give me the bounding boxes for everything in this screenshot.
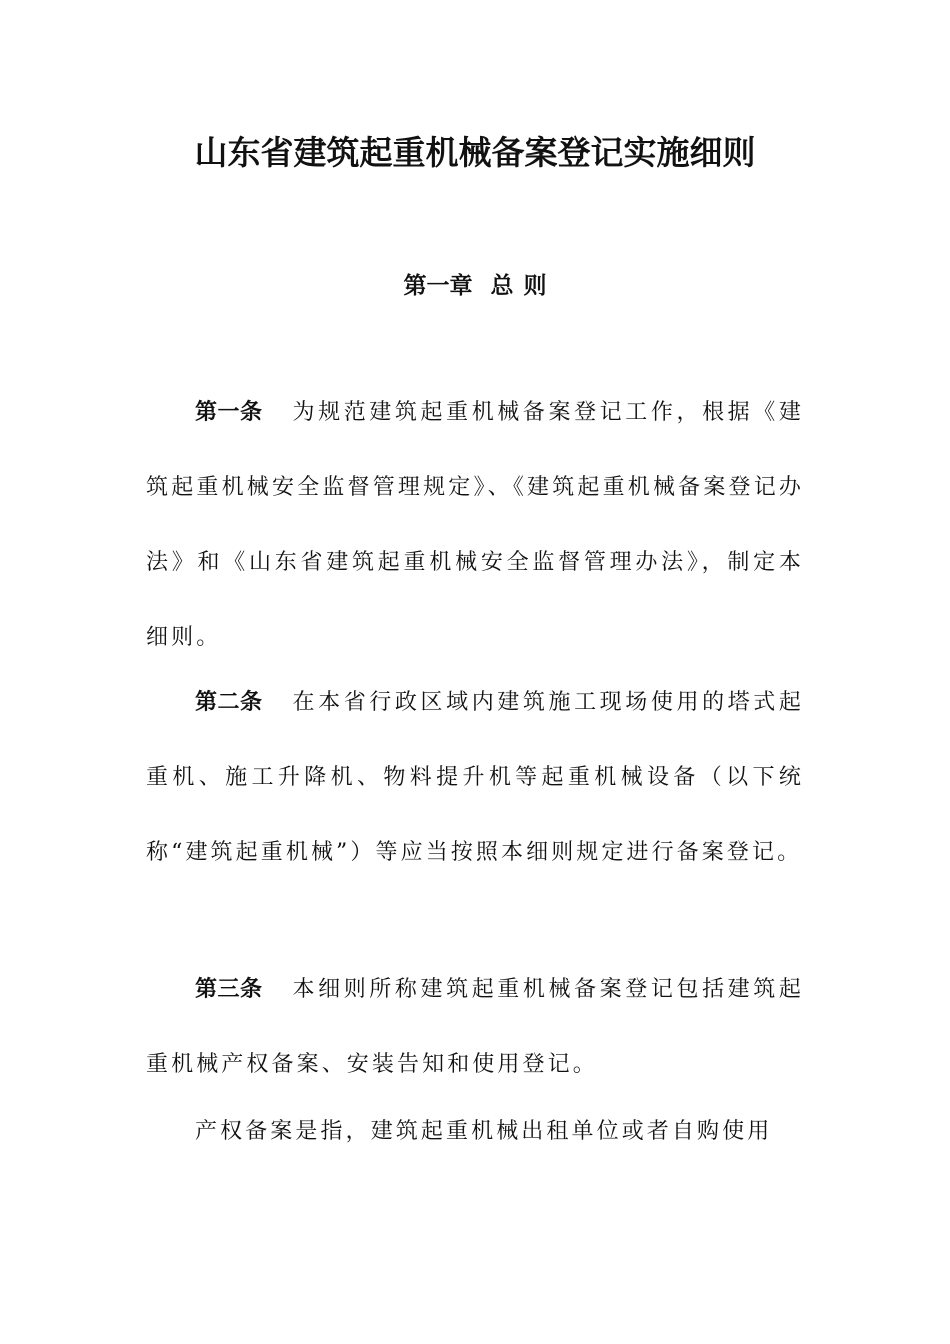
article-text: 为规范建筑起重机械备案登记工作，根据《建筑起重机械安全监督管理规定》、《建筑起重机械备案登记办法》和《山东省建筑起重机械安全监督管理办法》，制定本细则。 — [146, 400, 804, 650]
document-title: 山东省建筑起重机械备案登记实施细则 — [194, 133, 756, 172]
article-label: 第三条 — [195, 977, 263, 1002]
chapter-number: 第一章 — [403, 273, 473, 299]
continuation-paragraph — [146, 1094, 804, 1169]
chapter-heading — [0, 266, 950, 306]
paragraph-text: 产权备案是指，建筑起重机械出租单位或者自购使用 — [195, 1119, 773, 1144]
article-1 — [146, 375, 804, 675]
article-2 — [146, 665, 804, 890]
chapter-heading-part1: 总 — [490, 273, 514, 299]
article-label: 第一条 — [195, 400, 263, 425]
article-text: 在本省行政区域内建筑施工现场使用的塔式起重机、施工升降机、物料提升机等起重机械设备（以下统称“建筑起重机械”）等应当按照本细则规定进行备案登记。 — [146, 690, 804, 865]
article-text: 本细则所称建筑起重机械备案登记包括建筑起重机械产权备案、安装告知和使用登记。 — [146, 977, 804, 1077]
article-label: 第二条 — [195, 690, 263, 715]
article-3 — [146, 952, 804, 1102]
chapter-heading-part2: 则 — [523, 273, 547, 299]
